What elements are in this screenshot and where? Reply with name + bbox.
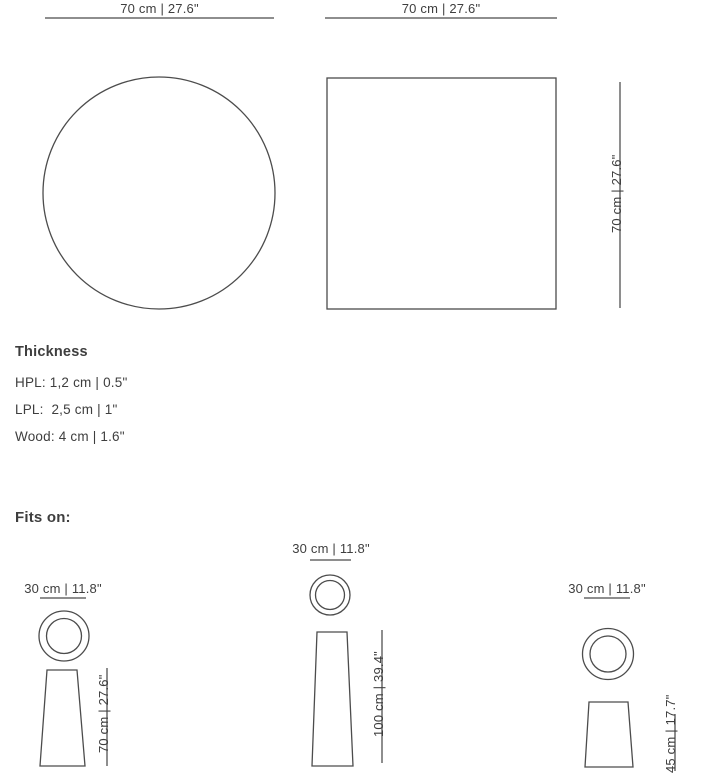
base1-ring-inner bbox=[47, 619, 82, 654]
base3-diameter-dimension-line bbox=[584, 597, 630, 599]
base1-diameter-label: 30 cm | 11.8" bbox=[24, 581, 102, 596]
thickness-row-lpl: LPL: 2,5 cm | 1" bbox=[15, 402, 118, 417]
base2-ring-inner bbox=[316, 581, 345, 610]
round-top-outline bbox=[43, 77, 275, 309]
base1-diameter-dimension-line bbox=[40, 597, 86, 599]
base3-height-label: 45 cm | 17.7" bbox=[663, 694, 678, 773]
base1-height-label: 70 cm | 27.6" bbox=[96, 674, 111, 753]
base3-cone-outline bbox=[585, 702, 633, 767]
thickness-row-hpl: HPL: 1,2 cm | 0.5" bbox=[15, 375, 128, 390]
round-top-width-label: 70 cm | 27.6" bbox=[120, 1, 199, 16]
base2-height-label: 100 cm | 39.4" bbox=[371, 651, 386, 737]
square-top-outline bbox=[327, 78, 556, 309]
base1-cone-outline bbox=[40, 670, 85, 766]
base2-diameter-dimension-line bbox=[310, 559, 351, 561]
base3-diameter-label: 30 cm | 11.8" bbox=[568, 581, 646, 596]
base2-diameter-label: 30 cm | 11.8" bbox=[292, 541, 370, 556]
thickness-heading: Thickness bbox=[15, 344, 88, 360]
base2-cone-outline bbox=[312, 632, 353, 766]
fits-on-heading: Fits on: bbox=[15, 509, 71, 526]
base3-ring-inner bbox=[590, 636, 626, 672]
round-top-width-dimension-line bbox=[45, 17, 274, 19]
thickness-row-wood: Wood: 4 cm | 1.6" bbox=[15, 429, 125, 444]
square-top-width-label: 70 cm | 27.6" bbox=[401, 1, 481, 16]
square-top-width-dimension-line bbox=[325, 17, 557, 19]
square-top-height-label: 70 cm | 27.6" bbox=[609, 154, 624, 233]
